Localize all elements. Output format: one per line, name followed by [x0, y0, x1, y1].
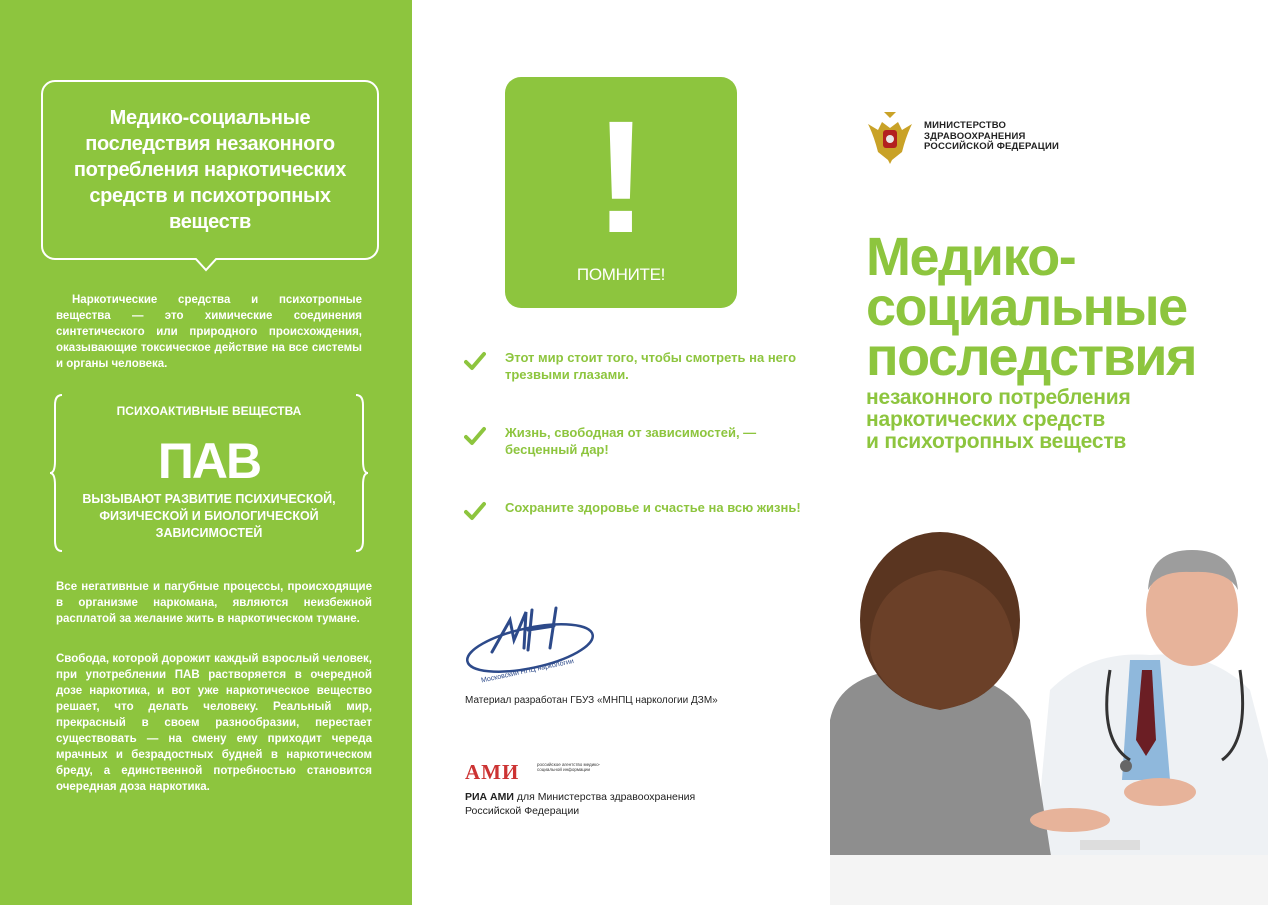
ami-caption-rest: для Министерства здравоохранения Российской Федерации — [465, 791, 696, 817]
left-green-panel — [0, 0, 412, 905]
ami-logo — [465, 760, 601, 785]
ministry-line-3: РОССИЙСКОЙ ФЕДЕРАЦИИ — [924, 141, 1060, 152]
right-brace-icon — [352, 393, 368, 553]
mnpc-logo — [462, 600, 602, 685]
ami-caption-bold: РИА АМИ — [465, 791, 514, 803]
checklist-text: Этот мир стоит того, чтобы смотреть на него трезвыми глазами. — [505, 350, 797, 382]
mnpc-caption: Материал разработан ГБУЗ «МНПЦ наркологии ДЗМ» — [465, 695, 718, 706]
ami-logo-small-text: российское агентство медико-социальной информации — [537, 762, 601, 772]
main-title-line-3: последствия — [866, 327, 1196, 387]
pav-abbreviation: ПАВ — [157, 433, 261, 489]
speech-bubble-tail-icon — [195, 258, 217, 280]
sub-title-line-2: наркотических средств — [866, 408, 1106, 431]
exclamation-mark: ! — [594, 87, 648, 266]
ministry-name — [924, 121, 1059, 153]
checklist-text: Сохраните здоровье и счастье на всю жизнь! — [505, 500, 801, 515]
remember-box — [505, 77, 737, 308]
main-title — [866, 227, 1196, 387]
intro-paragraph: Наркотические средства и психотропные вещества — это химические соединения синтетического или природного происхождения, оказывающие токсическое действие на все системы и органы человека. — [56, 294, 362, 370]
main-title-line-1: Медико- — [866, 227, 1076, 287]
bubble-title: Медико-социальные последствия незаконного потребления наркотических средств и психотропных веществ — [73, 107, 347, 233]
mnpc-logo-text: Московский НПЦ наркологии — [480, 658, 575, 685]
remember-label: ПОМНИТЕ! — [576, 265, 666, 284]
checkmark-icon — [464, 426, 486, 446]
checklist-text: Жизнь, свободная от зависимостей, — бесценный дар! — [505, 425, 757, 457]
coat-of-arms-icon — [864, 110, 916, 166]
sub-title — [866, 387, 1131, 453]
checkmark-icon — [464, 351, 486, 371]
pav-description: ВЫЗЫВАЮТ РАЗВИТИЕ ПСИХИЧЕСКОЙ, ФИЗИЧЕСКОЙ И БИОЛОГИЧЕСКОЙ ЗАВИСИМОСТЕЙ — [82, 492, 336, 540]
sub-title-line-1: незаконного потребления — [866, 386, 1131, 409]
ami-logo-word: АМИ — [465, 760, 520, 784]
pav-block — [50, 393, 368, 553]
body-paragraph-2: Свобода, которой дорожит каждый взрослый человек, при употреблении ПАВ растворяется в очередной дозе наркотика, и вот уже наркотическое вещество решает, что делать человеку. Реальный мир, прекрасный в своем разнообразии, перестает существовать — на смену ему приходит череда мрачных и безрадостных будней в наркотическом бреду, а единственной потребностью становится очередная доза наркотика. — [56, 653, 372, 793]
body-paragraph-1: Все негативные и пагубные процессы, происходящие в организме наркомана, являются неизбежной расплатой за желание жить в наркотическом тумане. — [56, 581, 372, 625]
ministry-line-1: МИНИСТЕРСТВО — [924, 120, 1007, 131]
ami-caption — [465, 790, 725, 818]
title-speech-bubble — [41, 80, 379, 260]
ministry-line-2: ЗДРАВООХРАНЕНИЯ — [924, 130, 1026, 142]
checkmark-icon — [464, 501, 486, 521]
pav-heading: ПСИХОАКТИВНЫЕ ВЕЩЕСТВА — [116, 404, 302, 418]
doctor-patient-photo — [830, 520, 1268, 905]
main-title-line-2: социальные — [866, 277, 1187, 337]
sub-title-line-3: и психотропных веществ — [866, 430, 1127, 453]
